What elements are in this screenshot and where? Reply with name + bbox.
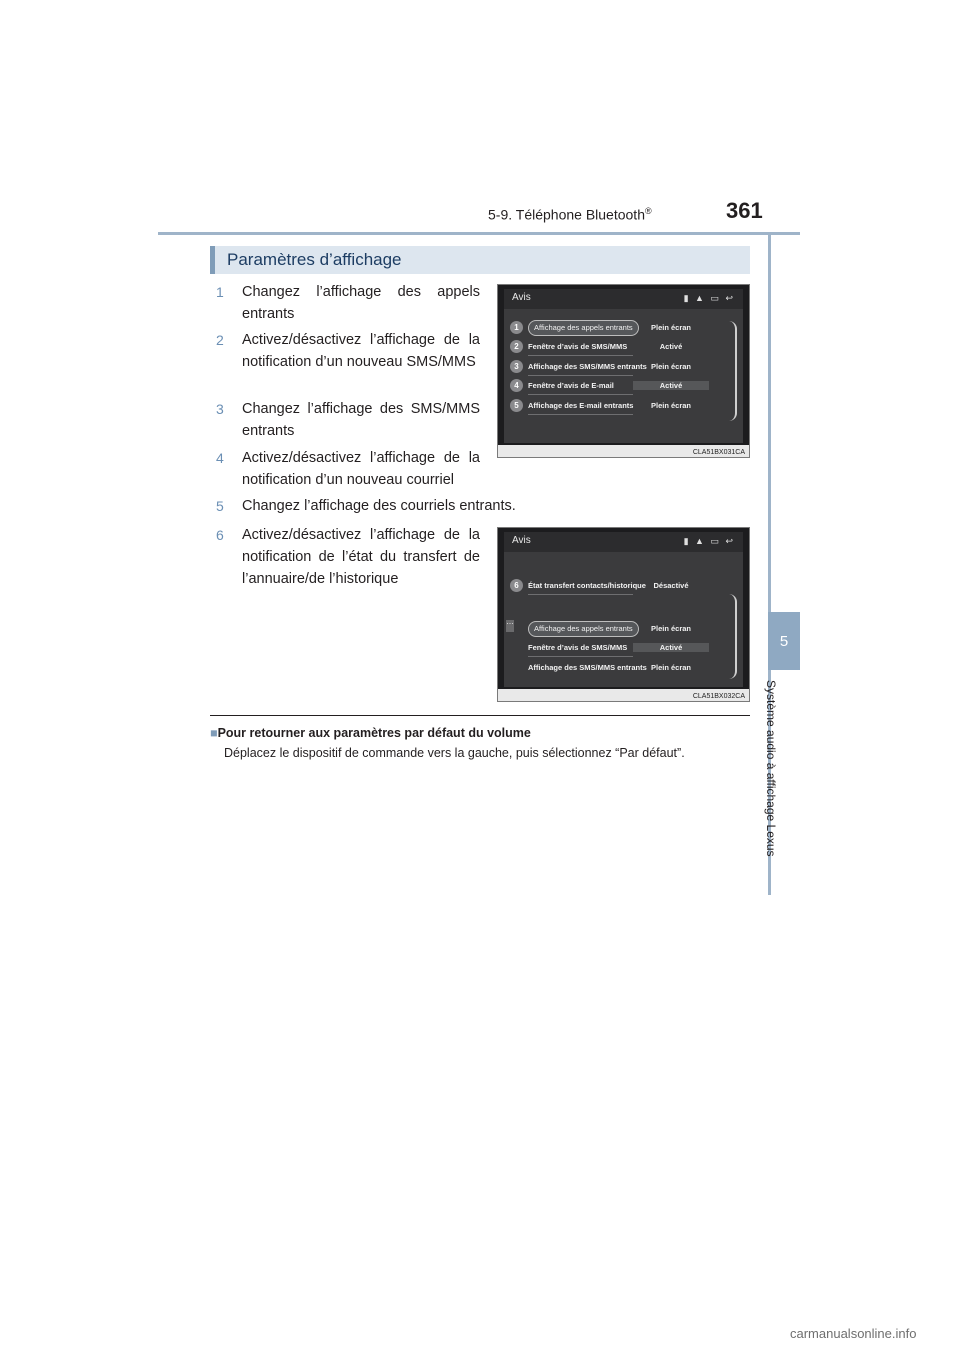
row-label: Fenêtre d’avis de SMS/MMS: [528, 643, 628, 652]
note-rule: [210, 715, 750, 716]
row-number-badge: 4: [510, 379, 523, 392]
row-value: Plein écran: [650, 401, 692, 410]
list-item: [216, 447, 480, 491]
item-number: 5: [216, 498, 224, 514]
row-divider: [528, 375, 633, 376]
item-number: 2: [216, 332, 224, 348]
row-divider: [528, 355, 633, 356]
row-number-badge: 2: [510, 340, 523, 353]
row-value: Activé: [659, 342, 683, 351]
item-text: Changez l’affichage des SMS/MMS entrants: [242, 401, 480, 439]
row-label: Fenêtre d’avis de E-mail: [528, 381, 614, 390]
row-number-badge: 6: [510, 579, 523, 592]
row-label: Affichage des SMS/MMS entrants: [528, 362, 647, 371]
page-number: 361: [726, 198, 763, 223]
row-value: Plein écran: [650, 624, 692, 633]
row-number-badge: 3: [510, 360, 523, 373]
section-title: 5-9. Téléphone Bluetooth: [488, 206, 645, 223]
row-label: État transfert contacts/historique: [528, 581, 646, 590]
row-divider: [528, 656, 633, 657]
screen-title-bar: [504, 289, 743, 309]
setting-row: [510, 320, 719, 337]
item-number: 6: [216, 527, 224, 543]
note-marker: ■: [210, 726, 218, 740]
section-heading: Paramètres d’affichage: [227, 250, 402, 269]
setting-row: [510, 339, 719, 356]
running-header: [488, 206, 652, 223]
item-number: 1: [216, 284, 224, 300]
screen-illustration-2: [497, 527, 750, 702]
row-number-badge: 1: [510, 321, 523, 334]
section-heading-bar: [210, 246, 750, 274]
more-indicator: ⋯: [506, 620, 514, 632]
row-divider: [528, 394, 633, 395]
screen-illustration-1: [497, 284, 750, 458]
row-value: Désactivé: [653, 581, 689, 590]
screen-display: [504, 532, 743, 687]
note-title: [210, 726, 531, 740]
screen-display: [504, 289, 743, 443]
item-number: 3: [216, 401, 224, 417]
row-divider: [528, 414, 633, 415]
status-icons: ▮ ▲ ▭ ↩: [683, 536, 735, 546]
illustration-code: CLA51BX032CA: [692, 693, 745, 700]
scroll-arc: [729, 321, 737, 421]
row-number-badge: 5: [510, 399, 523, 412]
item-text: Changez l’affichage des courriels entrants.: [242, 498, 516, 514]
setting-row: [510, 578, 719, 595]
chapter-title: Système audio à affichage Lexus: [764, 680, 778, 857]
list-item: [216, 398, 480, 442]
setting-row: [510, 398, 719, 415]
row-label: Affichage des E-mail entrants: [528, 401, 634, 410]
note-title-text: Pour retourner aux paramètres par défaut du volume: [217, 726, 531, 740]
row-value: Plein écran: [650, 663, 692, 672]
status-icons: ▮ ▲ ▭ ↩: [683, 293, 735, 303]
list-item: [216, 281, 480, 325]
row-divider: [528, 594, 633, 595]
setting-row: [510, 378, 719, 395]
screen-title: Avis: [512, 535, 531, 546]
illustration-code: CLA51BX031CA: [692, 449, 745, 456]
chapter-title-vertical: [764, 680, 794, 890]
setting-row: [510, 359, 719, 376]
row-value: Activé: [633, 381, 709, 390]
row-value: Activé: [633, 643, 709, 652]
chapter-tab: 5: [768, 612, 800, 670]
screen-title: Avis: [512, 292, 531, 303]
list-item: [216, 524, 480, 590]
screen-title-bar: [504, 532, 743, 552]
list-item: [216, 329, 480, 395]
header-rule: [158, 232, 800, 235]
item-text: Activez/désactivez l’affichage de la notification d’un nouveau SMS/MMS: [242, 332, 480, 370]
item-text: Activez/désactivez l’affichage de la notification de l’état du transfert de l’annuaire/de l’historique: [242, 527, 480, 587]
row-value: Plein écran: [650, 323, 692, 332]
setting-row: [510, 640, 719, 657]
row-value: Plein écran: [650, 362, 692, 371]
setting-row: [510, 621, 719, 638]
row-label: Fenêtre d’avis de SMS/MMS: [528, 342, 628, 351]
row-label: Affichage des appels entrants: [528, 320, 639, 336]
row-label: Affichage des appels entrants: [528, 621, 639, 637]
setting-row: [510, 660, 719, 677]
registered-mark: ®: [644, 206, 652, 216]
scroll-arc: [729, 594, 737, 679]
item-text: Activez/désactivez l’affichage de la notification d’un nouveau courriel: [242, 450, 480, 488]
note-body: Déplacez le dispositif de commande vers la gauche, puis sélectionnez “Par défaut”.: [224, 746, 685, 760]
watermark: carmanualsonline.info: [790, 1326, 917, 1341]
row-label: Affichage des SMS/MMS entrants: [528, 663, 647, 672]
item-number: 4: [216, 450, 224, 466]
item-text: Changez l’affichage des appels entrants: [242, 284, 480, 322]
list-item: [216, 495, 736, 517]
